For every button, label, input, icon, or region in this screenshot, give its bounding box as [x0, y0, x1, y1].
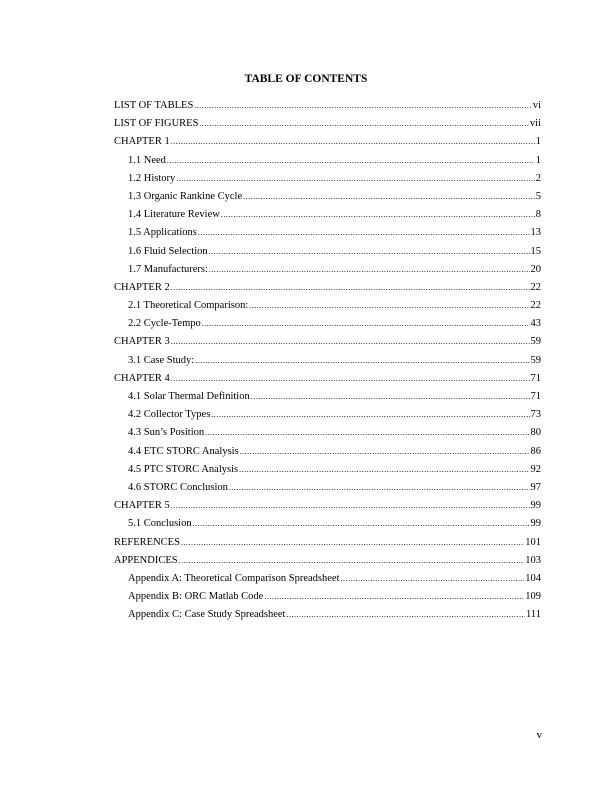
toc-entry-page: 43 — [530, 318, 541, 330]
toc-leader-dots — [195, 352, 529, 370]
toc-entry — [114, 115, 541, 133]
toc-leader-dots — [209, 243, 530, 261]
toc-entry — [114, 515, 541, 533]
toc-entry-label: 4.3 Sun’s Position — [128, 427, 205, 439]
toc-entry-page: 111 — [526, 609, 541, 621]
toc-entry-page: 80 — [530, 427, 541, 439]
toc-entry — [114, 224, 541, 242]
toc-entry — [114, 479, 541, 497]
toc-leader-dots — [199, 115, 529, 133]
toc-entry — [114, 406, 541, 424]
toc-entry-page: 109 — [525, 591, 541, 603]
toc-entry-label: APPENDICES — [114, 554, 178, 566]
toc-leader-dots — [194, 97, 532, 115]
toc-entry — [114, 534, 541, 552]
toc-entry — [114, 370, 541, 388]
toc-entry-label: CHAPTER 1 — [114, 136, 170, 148]
toc-entry-label: 1.5 Applications — [128, 227, 197, 239]
toc-entry-page: 104 — [525, 572, 541, 584]
toc-entry-page: 22 — [530, 300, 541, 312]
toc-leader-dots — [264, 588, 524, 606]
toc-leader-dots — [243, 188, 535, 206]
toc-entry-label: 4.4 ETC STORC Analysis — [128, 445, 239, 457]
toc-entry-page: 59 — [530, 336, 541, 348]
toc-entry-label: 2.2 Cycle-Tempo — [128, 318, 201, 330]
toc-entry-page: 1 — [535, 154, 541, 166]
toc-leader-dots — [176, 170, 535, 188]
toc-entry — [114, 333, 541, 351]
toc-leader-dots — [171, 279, 530, 297]
toc-entry-label: 4.6 STORC Conclusion — [128, 481, 228, 493]
toc-entry-label: 1.7 Manufacturers: — [128, 263, 208, 275]
toc-entry — [114, 552, 541, 570]
toc-entry-label: LIST OF TABLES — [114, 100, 194, 111]
toc-entry-page: 99 — [530, 500, 541, 512]
toc-entry-label: Appendix B: ORC Matlab Code — [128, 591, 264, 603]
toc-leader-dots — [240, 443, 530, 461]
toc-leader-dots — [193, 515, 530, 533]
toc-leader-dots — [251, 388, 530, 406]
toc-entry-label: 2.1 Theoretical Comparison: — [128, 300, 249, 312]
toc-entry-label: 1.2 History — [128, 172, 176, 184]
toc-entry-page: 2 — [535, 172, 541, 184]
toc-leader-dots — [171, 333, 530, 351]
toc-entry-label: Appendix A: Theoretical Comparison Spreadsheet — [128, 572, 340, 584]
toc-entry-label: CHAPTER 4 — [114, 372, 170, 384]
toc-entry-page: 97 — [530, 481, 541, 493]
toc-entry-page: 15 — [530, 245, 541, 257]
toc-leader-dots — [198, 224, 530, 242]
toc-leader-dots — [286, 606, 525, 624]
toc-entry — [114, 606, 541, 624]
toc-entry — [114, 461, 541, 479]
toc-entry — [114, 443, 541, 461]
toc-entry-page: vii — [529, 118, 541, 130]
toc-entry — [114, 152, 541, 170]
toc-entry-page: 8 — [535, 209, 541, 221]
toc-entry — [114, 497, 541, 515]
toc-leader-dots — [171, 133, 535, 151]
toc-entry-label: Appendix C: Case Study Spreadsheet — [128, 609, 286, 621]
toc-entry — [114, 279, 541, 297]
toc-entry — [114, 188, 541, 206]
toc-entry-label: 1.6 Fluid Selection — [128, 245, 208, 257]
toc-entry — [114, 261, 541, 279]
toc-entry — [114, 388, 541, 406]
toc-entry — [114, 297, 541, 315]
toc-list — [114, 97, 541, 624]
toc-entry — [114, 424, 541, 442]
toc-entry — [114, 352, 541, 370]
toc-entry-page: 1 — [535, 136, 541, 148]
toc-leader-dots — [181, 534, 524, 552]
toc-entry — [114, 133, 541, 151]
toc-entry-page: 73 — [530, 409, 541, 421]
toc-entry-page: 13 — [530, 227, 541, 239]
toc-entry-label: LIST OF FIGURES — [114, 118, 199, 130]
toc-entry — [114, 243, 541, 261]
toc-entry — [114, 206, 541, 224]
toc-leader-dots — [211, 406, 529, 424]
toc-entry-label: 5.1 Conclusion — [128, 518, 192, 530]
toc-entry-page: 101 — [525, 536, 541, 548]
toc-entry-label: 4.5 PTC STORC Analysis — [128, 463, 239, 475]
toc-leader-dots — [167, 152, 535, 170]
toc-entry — [114, 570, 541, 588]
toc-leader-dots — [239, 461, 529, 479]
toc-entry-page: 20 — [530, 263, 541, 275]
toc-leader-dots — [229, 479, 530, 497]
toc-entry — [114, 97, 541, 115]
toc-title: TABLE OF CONTENTS — [244, 73, 368, 85]
toc-entry-label: CHAPTER 5 — [114, 500, 170, 512]
toc-entry-page: 86 — [530, 445, 541, 457]
toc-entry-label: CHAPTER 3 — [114, 336, 170, 348]
toc-leader-dots — [205, 424, 529, 442]
toc-leader-dots — [249, 297, 529, 315]
toc-entry-page: 59 — [530, 354, 541, 366]
toc-entry-page: 71 — [530, 391, 541, 402]
toc-entry-page: vi — [532, 100, 541, 111]
toc-entry-label: REFERENCES — [114, 536, 180, 548]
toc-entry-label: CHAPTER 2 — [114, 281, 170, 293]
toc-entry-page: 99 — [530, 518, 541, 530]
toc-entry-page: 71 — [530, 372, 541, 384]
toc-leader-dots — [221, 206, 535, 224]
toc-entry-label: 1.3 Organic Rankine Cycle — [128, 190, 243, 202]
toc-entry-label: 4.1 Solar Thermal Definition — [128, 391, 250, 402]
toc-entry — [114, 170, 541, 188]
toc-entry-label: 1.1 Need — [128, 154, 166, 166]
page-number: v — [536, 729, 542, 741]
toc-entry — [114, 588, 541, 606]
toc-leader-dots — [171, 370, 530, 388]
toc-entry-label: 1.4 Literature Review — [128, 209, 220, 221]
toc-entry-page: 22 — [530, 281, 541, 293]
toc-entry-page: 103 — [525, 554, 541, 566]
toc-leader-dots — [209, 261, 530, 279]
toc-leader-dots — [341, 570, 525, 588]
toc-leader-dots — [179, 552, 525, 570]
toc-entry-label: 4.2 Collector Types — [128, 409, 211, 421]
toc-entry-label: 3.1 Case Study: — [128, 354, 195, 366]
toc-entry-page: 92 — [530, 463, 541, 475]
toc-entry-page: 5 — [535, 190, 541, 202]
toc-leader-dots — [171, 497, 530, 515]
toc-entry — [114, 315, 541, 333]
toc-leader-dots — [202, 315, 530, 333]
